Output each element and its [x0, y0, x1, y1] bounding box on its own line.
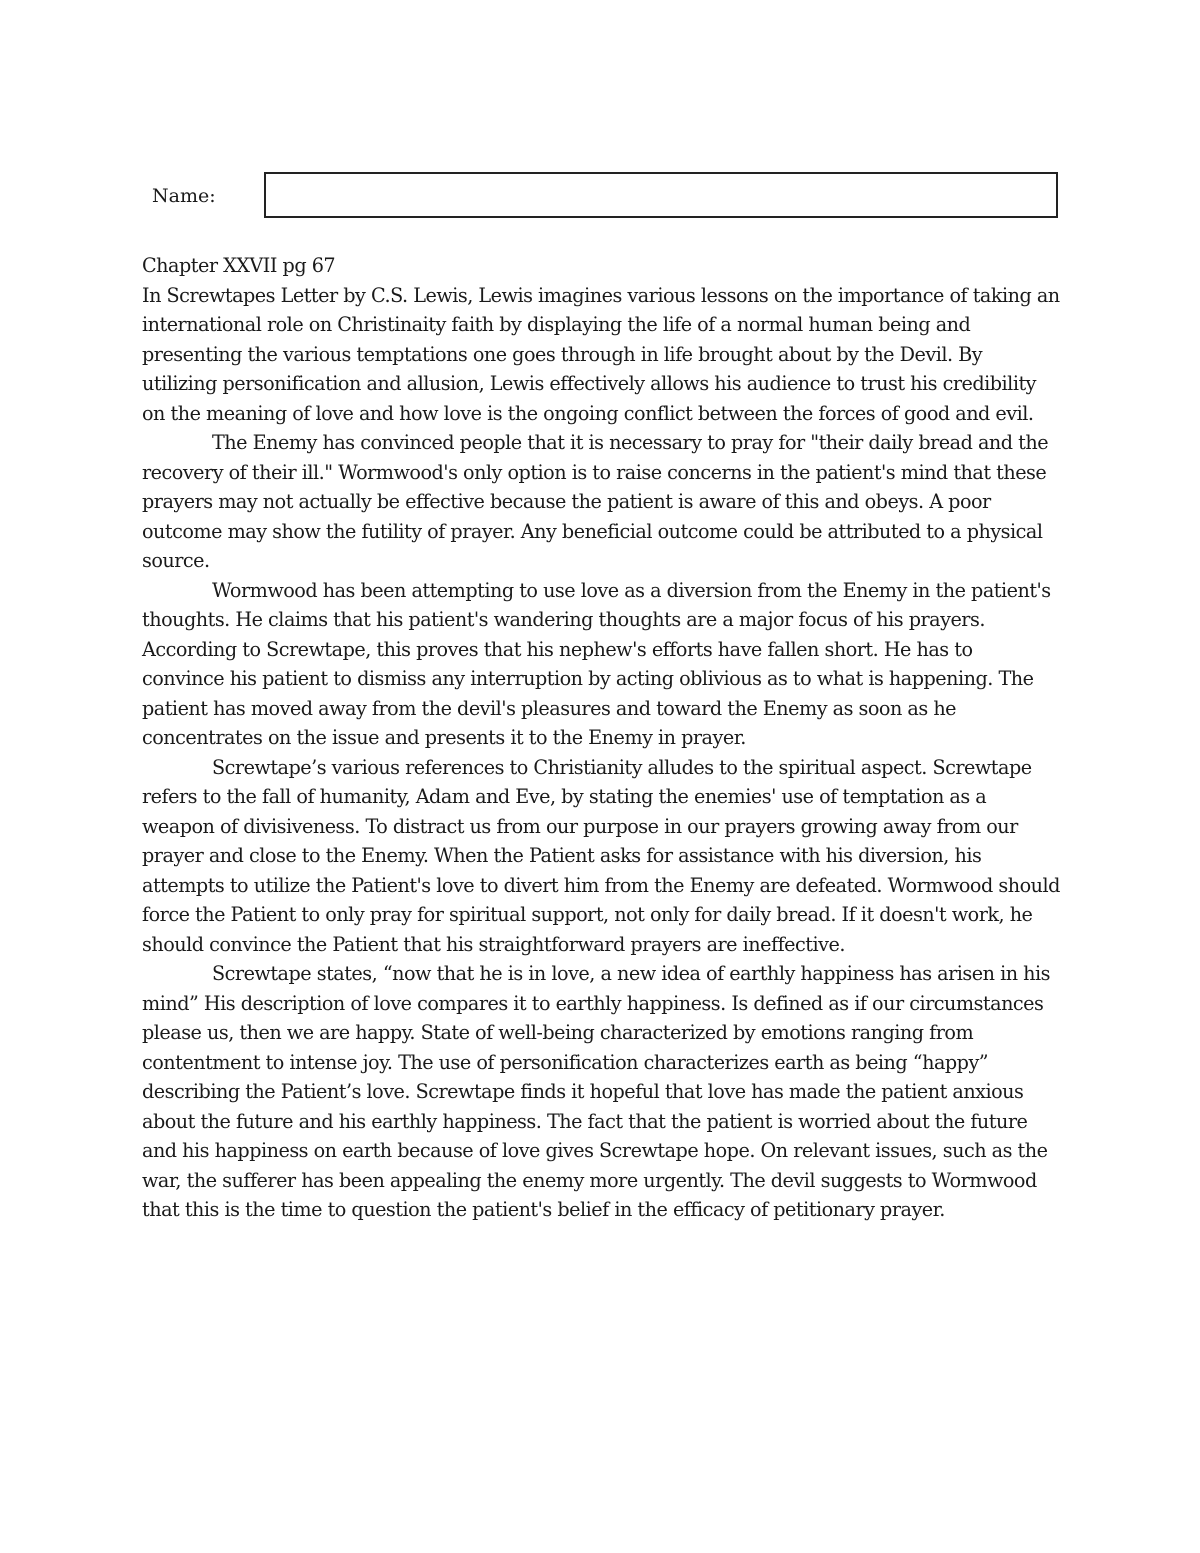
chapter-heading: Chapter XXVII pg 67 [142, 254, 336, 277]
name-field[interactable] [264, 172, 1058, 218]
body-paragraph: The Enemy has convinced people that it is necessary to pray for "their daily bread and the recovery of their ill." Wormwood's only option is to raise concerns in the patient's mind that these prayers may not actually be effective because the patient is aware of this and obeys. A poor outcome may show the futility of prayer. Any beneficial outcome could be attributed to a physical source. [142, 431, 1049, 572]
intro-paragraph: In Screwtapes Letter by C.S. Lewis, Lewis imagines various lessons on the importance of taking an international role on Christinaity faith by displaying the life of a normal human being and presenting the various temptations one goes through in life brought about by the Devil. By utilizing personification and allusion, Lewis effectively allows his audience to trust his credibility on the meaning of love and how love is the ongoing conflict between the forces of good and evil. [142, 283, 1060, 425]
name-row [152, 172, 1062, 220]
name-label: Name: [152, 185, 216, 207]
body-paragraph: Wormwood has been attempting to use love as a diversion from the Enemy in the patient's thoughts. He claims that his patient's wandering thoughts are a major focus of his prayers. According to Screwtape, this proves that his nephew's efforts have fallen short. He has to convince his patient to dismiss any interruption by acting oblivious as to what is happening. The patient has moved away from the devil's pleasures and toward the Enemy as soon as he concentrates on the issue and presents it to the Enemy in prayer. [142, 578, 1051, 749]
body-paragraph: Screwtape states, “now that he is in love, a new idea of earthly happiness has arisen in his mind” His description of love compares it to earthly happiness. Is defined as if our circumstances please us, then we are happy. State of well-being characterized by emotions ranging from contentment to intense joy. The use of personification characterizes earth as being “happy” describing the Patient’s love. Screwtape finds it hopeful that love has made the patient anxious about the future and his earthly happiness. The fact that the patient is worried about the future and his happiness on earth because of love gives Screwtape hope. On relevant issues, such as the war, the sufferer has been appealing the enemy more urgently. The devil suggests to Wormwood that this is the time to question the patient's belief in the efficacy of petitionary prayer. [142, 962, 1051, 1221]
body-paragraph: Screwtape’s various references to Christianity alludes to the spiritual aspect. Screwtape refers to the fall of humanity, Adam and Eve, by stating the enemies' use of temptation as a weapon of divisiveness. To distract us from our purpose in our prayers growing away from our prayer and close to the Enemy. When the Patient asks for assistance with his diversion, his attempts to utilize the Patient's love to divert him from the Enemy are defeated. Wormwood should force the Patient to only pray for spiritual support, not only for daily bread. If it doesn't work, he should convince the Patient that his straightforward prayers are ineffective. [142, 755, 1060, 956]
document-body [142, 251, 1060, 1225]
